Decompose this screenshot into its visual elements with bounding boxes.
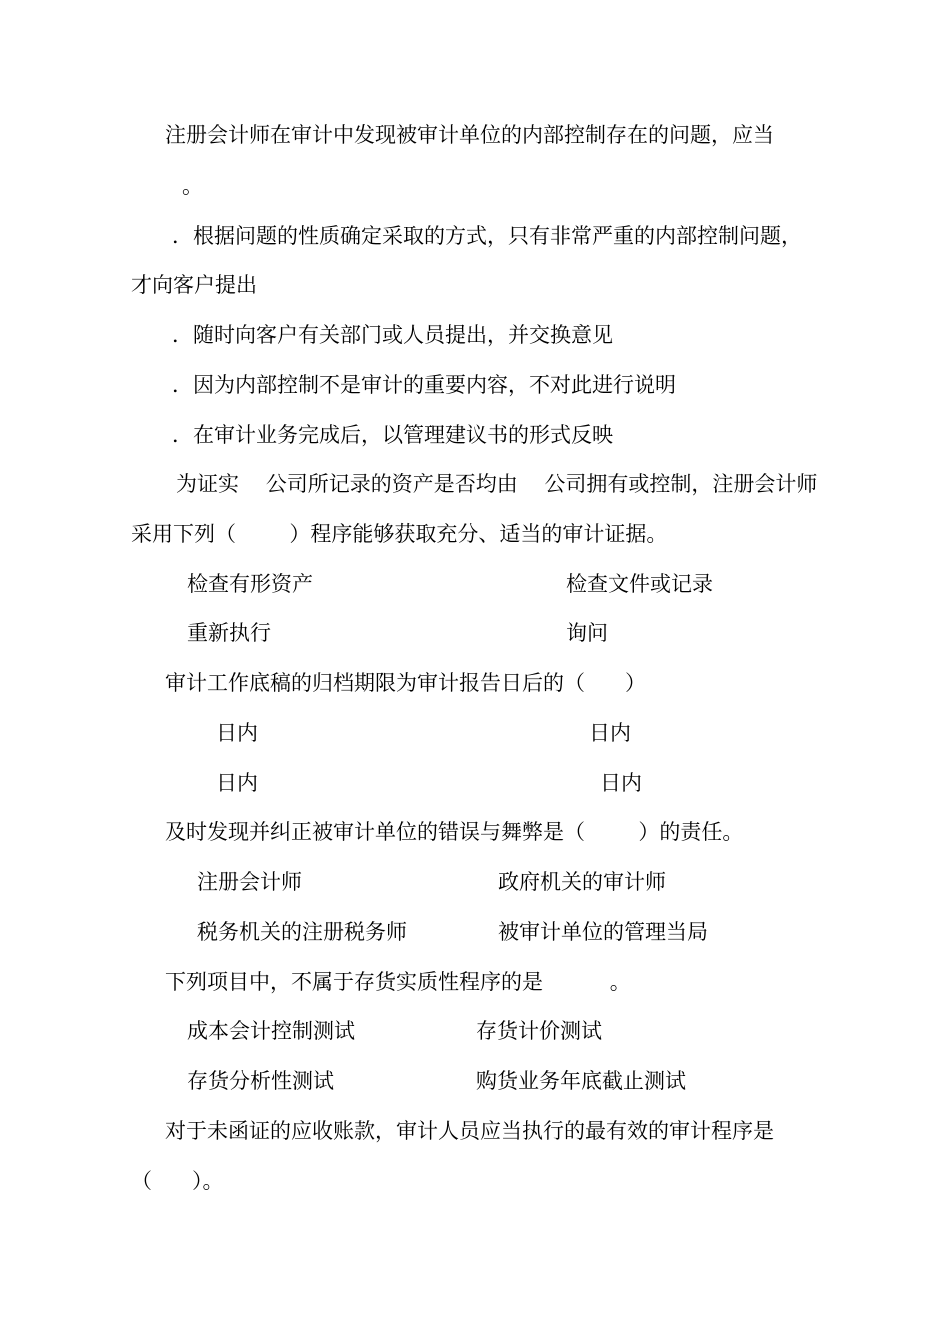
q1-option-b: ．随时向客户有关部门或人员提出，并交换意见 [172, 323, 613, 347]
q3-stem: 审计工作底稿的归档期限为审计报告日后的（ ） [165, 671, 647, 695]
q3-option-d: 日内 [600, 771, 642, 795]
q4-option-a: 注册会计师 [197, 870, 302, 894]
q1-stem-line1: 注册会计师在审计中发现被审计单位的内部控制存在的问题，应当 [165, 123, 774, 147]
q4-stem: 及时发现并纠正被审计单位的错误与舞弊是（ ）的责任。 [165, 820, 744, 844]
q1-option-d: ．在审计业务完成后，以管理建议书的形式反映 [172, 423, 613, 447]
q2-option-b: 检查文件或记录 [566, 572, 713, 596]
q5-option-b: 存货计价测试 [476, 1019, 602, 1043]
q2-stem-line1: 为证实 公司所记录的资产是否均由 公司拥有或控制，注册会计师 [176, 472, 818, 496]
q3-option-c: 日内 [216, 771, 258, 795]
q4-option-d: 被审计单位的管理当局 [498, 920, 708, 944]
q2-option-d: 询问 [566, 621, 608, 645]
q5-option-d: 购货业务年底截止测试 [476, 1069, 686, 1093]
q1-option-c: ．因为内部控制不是审计的重要内容，不对此进行说明 [172, 373, 676, 397]
q6-stem-line1: 对于未函证的应收账款，审计人员应当执行的最有效的审计程序是 [165, 1119, 774, 1143]
q5-stem: 下列项目中，不属于存货实质性程序的是 。 [165, 970, 631, 994]
q4-option-b: 政府机关的审计师 [498, 870, 666, 894]
q4-option-c: 税务机关的注册税务师 [197, 920, 407, 944]
q2-option-a: 检查有形资产 [187, 572, 313, 596]
q1-option-a-line1: ．根据问题的性质确定采取的方式，只有非常严重的内部控制问题， [172, 224, 802, 248]
q2-stem-line2: 采用下列（ ）程序能够获取充分、适当的审计证据。 [131, 522, 668, 546]
q1-stem-line2: 。 [182, 174, 203, 198]
q2-option-c: 重新执行 [187, 621, 271, 645]
q1-option-a-line2: 才向客户提出 [131, 273, 257, 297]
q5-option-c: 存货分析性测试 [187, 1069, 334, 1093]
q6-stem-line2: （ ）。 [131, 1169, 224, 1193]
q3-option-a: 日内 [216, 721, 258, 745]
q3-option-b: 日内 [589, 721, 631, 745]
q5-option-a: 成本会计控制测试 [187, 1019, 355, 1043]
